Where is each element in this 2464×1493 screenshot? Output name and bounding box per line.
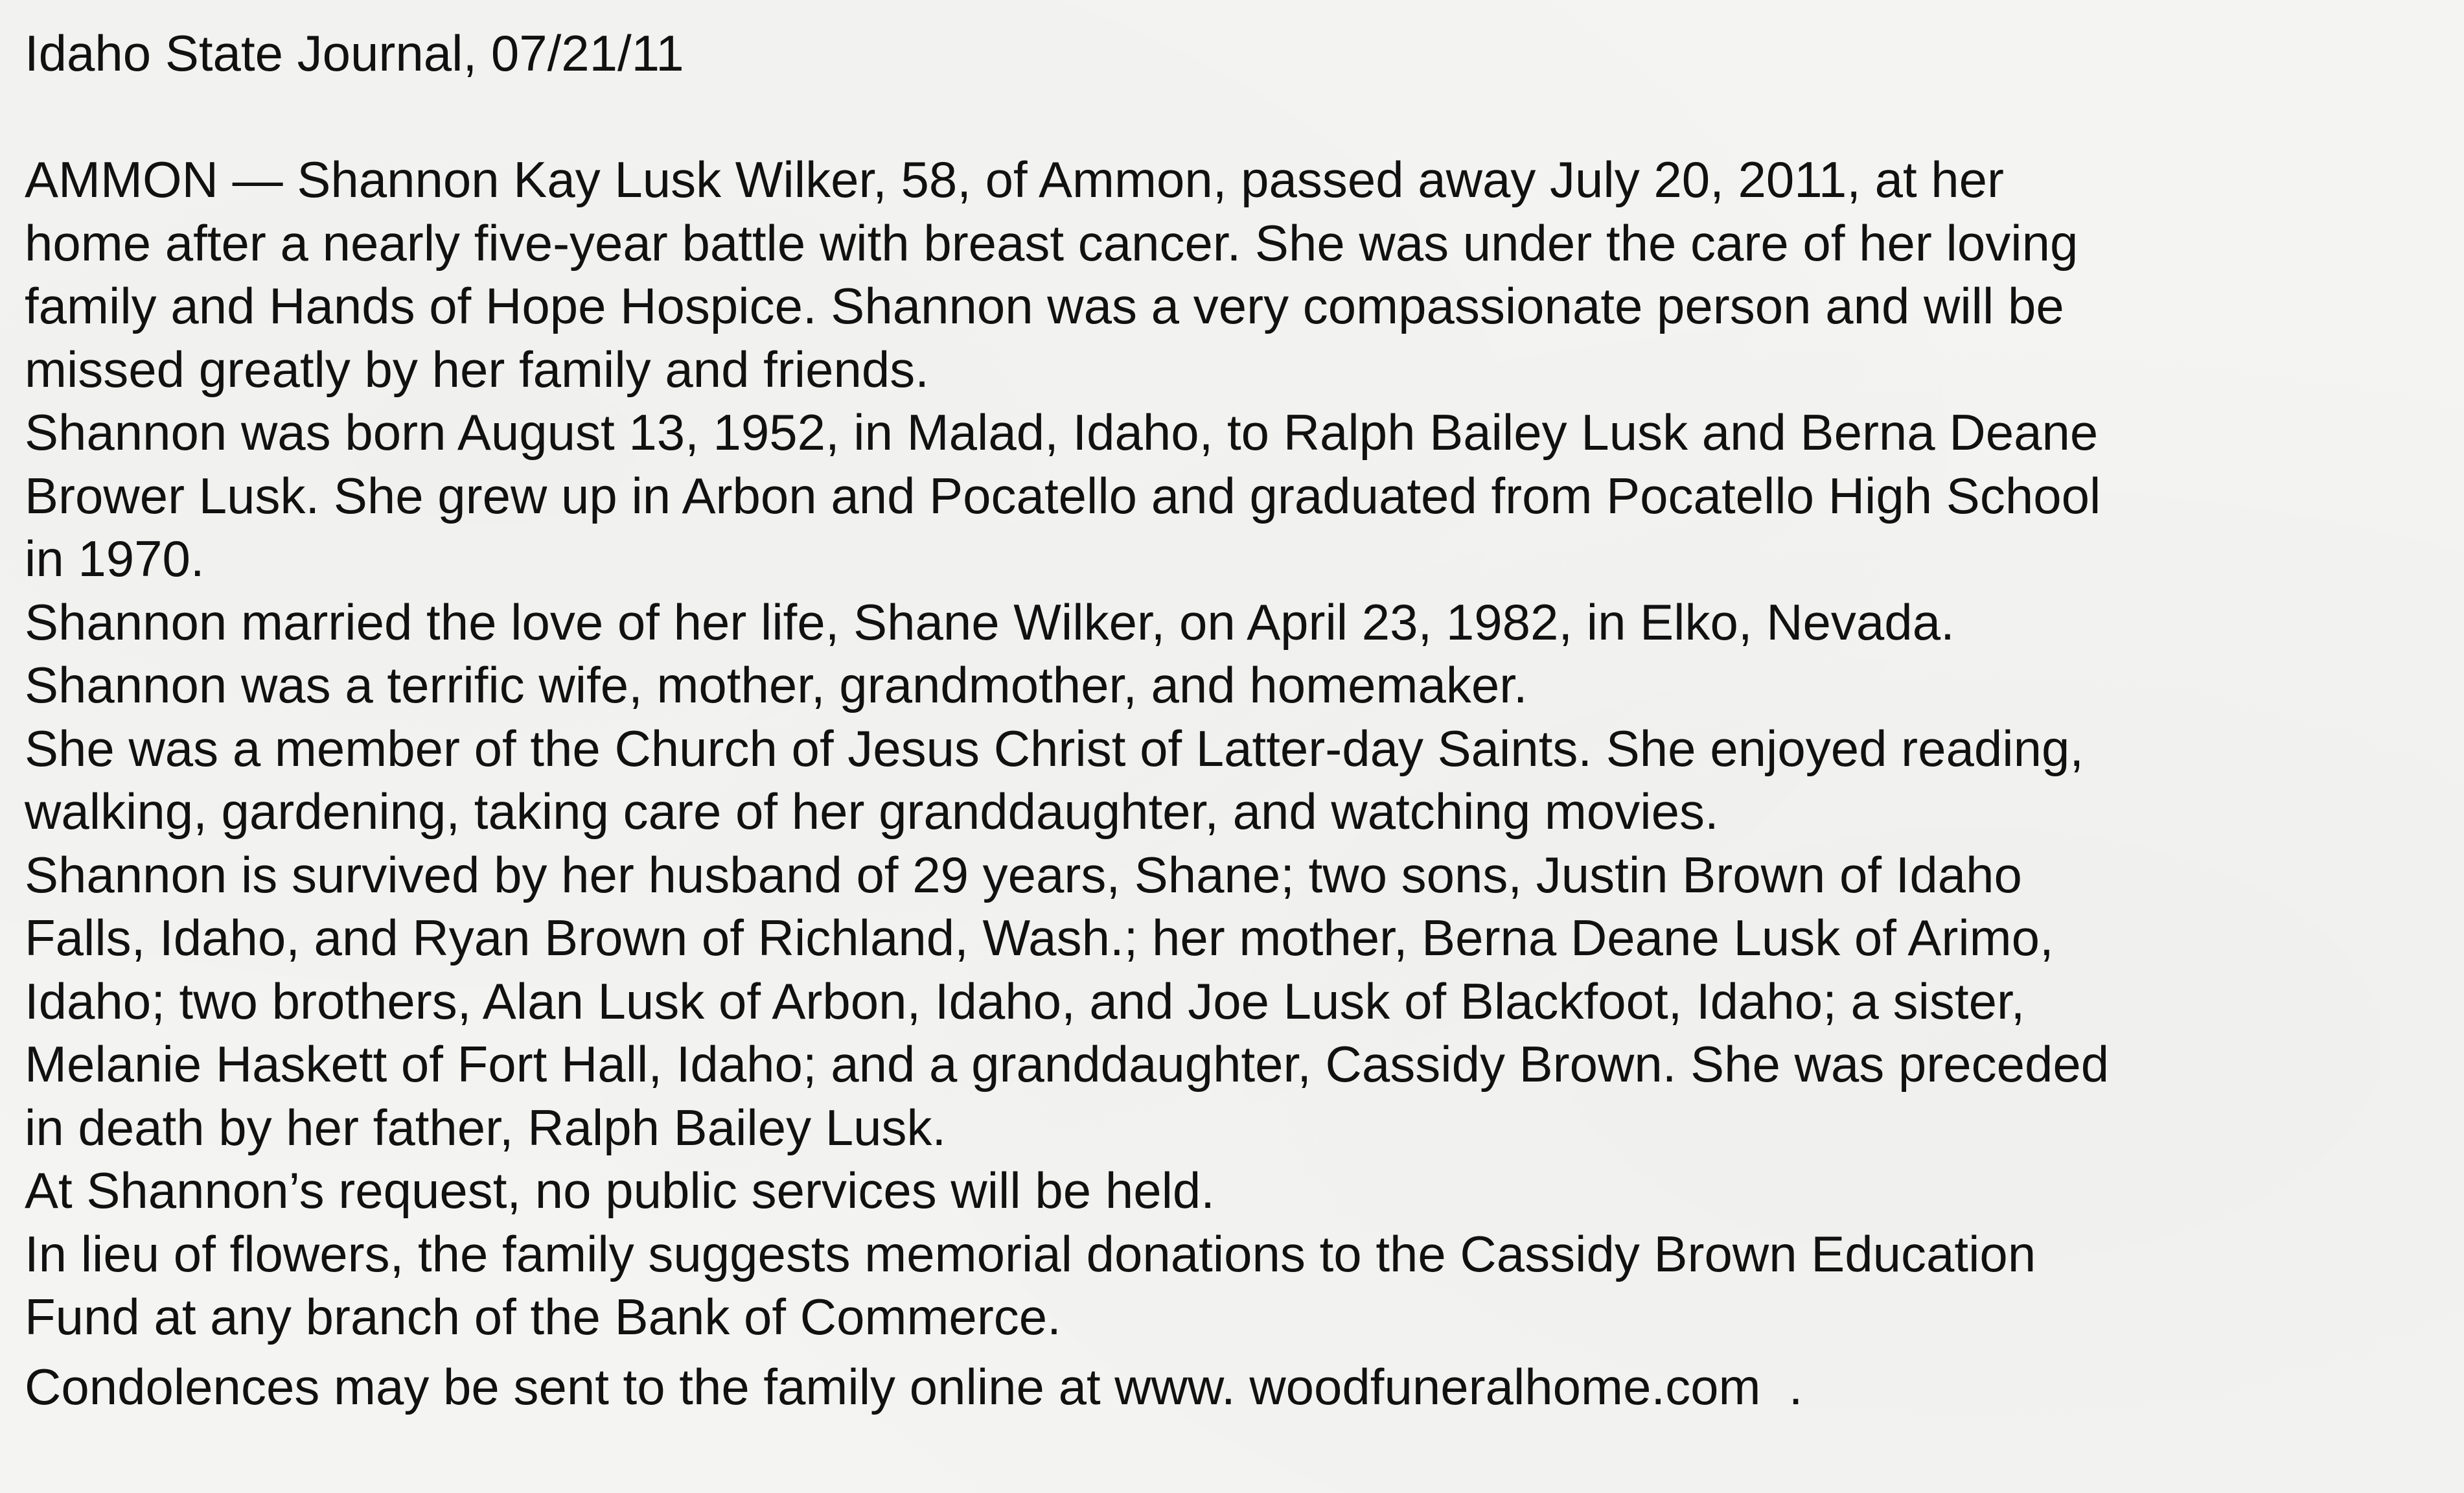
obituary-text xyxy=(25,22,2435,1418)
text-line: Fund at any branch of the Bank of Commerce. xyxy=(25,1288,1061,1345)
text-line: She was a member of the Church of Jesus Christ of Latter-day Saints. She enjoyed reading, xyxy=(25,719,2084,777)
text-line: family and Hands of Hope Hospice. Shannon was a very compassionate person and will be xyxy=(25,277,2064,334)
text-line: in 1970. xyxy=(25,530,205,587)
source-line: Idaho State Journal, 07/21/11 xyxy=(25,25,684,82)
closing-line: Condolences may be sent to the family online at www. woodfuneralhome.com . xyxy=(25,1358,1803,1415)
text-line: AMMON — Shannon Kay Lusk Wilker, 58, of Ammon, passed away July 20, 2011, at her xyxy=(25,151,2005,208)
text-line: Shannon was a terrific wife, mother, grandmother, and homemaker. xyxy=(25,656,1528,713)
text-line: In lieu of flowers, the family suggests memorial donations to the Cassidy Brown Education xyxy=(25,1225,2036,1282)
text-line: Shannon was born August 13, 1952, in Malad, Idaho, to Ralph Bailey Lusk and Berna Deane xyxy=(25,404,2099,461)
text-line: home after a nearly five-year battle with breast cancer. She was under the care of her loving xyxy=(25,214,2078,272)
text-line: Idaho; two brothers, Alan Lusk of Arbon, Idaho, and Joe Lusk of Blackfoot, Idaho; a sister, xyxy=(25,972,2025,1030)
text-line: in death by her father, Ralph Bailey Lusk. xyxy=(25,1098,947,1156)
text-line: Shannon is survived by her husband of 29 years, Shane; two sons, Justin Brown of Idaho xyxy=(25,846,2022,903)
text-line: Melanie Haskett of Fort Hall, Idaho; and a granddaughter, Cassidy Brown. She was preceded xyxy=(25,1036,2110,1093)
text-line: Falls, Idaho, and Ryan Brown of Richland, Wash.; her mother, Berna Deane Lusk of Arimo, xyxy=(25,909,2054,966)
text-line: Brower Lusk. She grew up in Arbon and Pocatello and graduated from Pocatello High School xyxy=(25,467,2101,524)
text-line: At Shannon’s request, no public services will be held. xyxy=(25,1162,1215,1219)
text-line: missed greatly by her family and friends. xyxy=(25,340,929,398)
text-line: walking, gardening, taking care of her granddaughter, and watching movies. xyxy=(25,783,1719,840)
text-line: Shannon married the love of her life, Shane Wilker, on April 23, 1982, in Elko, Nevada. xyxy=(25,593,1955,651)
